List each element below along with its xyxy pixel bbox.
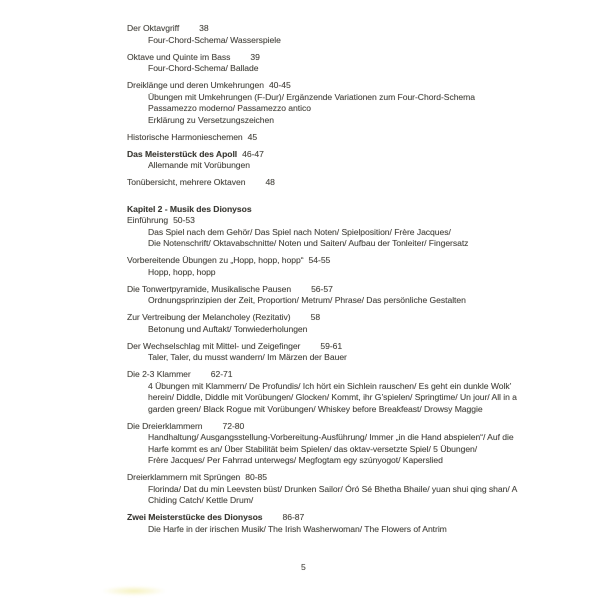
toc-sub-line: herein/ Diddle, Diddle mit Vorübungen/ Glocken/ Kommt, ihr G’spielen/ Springtime/ Un jour/ All in a bbox=[148, 392, 517, 402]
toc-entry bbox=[127, 472, 547, 507]
toc-entry-title: Dreiklänge und deren Umkehrungen bbox=[127, 80, 264, 90]
toc-entry-line bbox=[127, 23, 547, 35]
toc-entry-title: Die Tonwertpyramide, Musikalische Pausen bbox=[127, 283, 292, 294]
toc-entry bbox=[127, 23, 547, 46]
toc-sub-line: Die Notenschrift/ Oktavabschnitte/ Noten und Saiten/ Aufbau der Tonleiter/ Fingersatz bbox=[148, 238, 469, 248]
toc-entry-pages: 72-80 bbox=[222, 420, 245, 431]
toc-entry-line bbox=[127, 421, 547, 433]
toc-entry bbox=[127, 421, 547, 467]
toc-sub-line: Erklärung zu Versetzungszeichen bbox=[148, 114, 274, 125]
toc-sub-line: Übungen mit Umkehrungen (F-Dur)/ Ergänzende Variationen zum Four-Chord-Schema bbox=[148, 91, 475, 102]
toc-entry-title: Die 2-3 Klammer bbox=[127, 369, 191, 379]
toc-entry bbox=[127, 149, 547, 172]
toc-entry-line bbox=[127, 341, 547, 353]
toc-sub-line: Florinda/ Dat du min Leevsten büst/ Drunken Sailor/ Óró Sé Bhetha Bhaile/ yuan shui qing shan/ A bbox=[148, 483, 518, 494]
toc-entry-title: Oktave und Quinte im Bass bbox=[127, 51, 231, 62]
toc-entry bbox=[127, 132, 547, 144]
toc-entry-line bbox=[127, 369, 547, 381]
table-of-contents bbox=[127, 23, 547, 541]
toc-entry-line bbox=[127, 52, 547, 64]
toc-entry-pages: 86-87 bbox=[282, 512, 305, 522]
toc-sub-line: garden green/ Black Rogue mit Vorübungen/ Whiskey before Breakfeast/ Drowsy Maggie bbox=[148, 403, 483, 414]
toc-entry-title: Der Wechselschlag mit Mittel- und Zeigefinger bbox=[127, 340, 301, 351]
toc-entry bbox=[127, 52, 547, 75]
toc-entry-pages: 59-61 bbox=[320, 340, 343, 351]
toc-entry bbox=[127, 312, 547, 335]
toc-entry-line bbox=[127, 512, 547, 524]
toc-entry bbox=[127, 255, 547, 278]
toc-entry-line bbox=[127, 284, 547, 296]
toc-entry-title: Zur Vertreibung der Melancholey (Rezitativ) bbox=[127, 312, 291, 322]
highlight-smudge bbox=[102, 586, 166, 596]
toc-sub-line: Handhaltung/ Ausgangsstellung-Vorbereitung-Ausführung/ Immer „in die Hand abspielen“/ Auf die bbox=[148, 432, 514, 442]
toc-entry-line bbox=[127, 132, 547, 144]
toc-sub-line: Four-Chord-Schema/ Ballade bbox=[148, 63, 259, 73]
toc-sub-line: Betonung und Auftakt/ Tonwiederholungen bbox=[148, 323, 308, 334]
toc-entry-pages: 80-85 bbox=[245, 472, 268, 482]
toc-entry-title: Historische Harmonieschemen bbox=[127, 131, 243, 142]
toc-entry-pages: 58 bbox=[310, 312, 321, 322]
toc-entry bbox=[127, 512, 547, 535]
toc-entry-pages: 54-55 bbox=[308, 255, 331, 265]
toc-entry bbox=[127, 80, 547, 126]
toc-sub-line: Hopp, hopp, hopp bbox=[148, 266, 216, 277]
toc-entry-title: Das Meisterstück des Apoll bbox=[127, 148, 238, 159]
toc-entry-pages: 48 bbox=[265, 177, 275, 187]
toc-entry-pages: 45 bbox=[247, 131, 258, 142]
toc-entry bbox=[127, 204, 547, 250]
toc-sub-line: Four-Chord-Schema/ Wasserspiele bbox=[148, 34, 281, 45]
toc-entry-title: Zwei Meisterstücke des Dionysos bbox=[127, 512, 263, 522]
toc-entry-line bbox=[127, 215, 547, 227]
toc-sub-line: Taler, Taler, du musst wandern/ Im Märzen der Bauer bbox=[148, 352, 347, 362]
toc-entry-pages: 39 bbox=[250, 51, 260, 62]
toc-entry-title: Einführung bbox=[127, 215, 169, 225]
toc-entry-pages: 62-71 bbox=[210, 369, 233, 379]
toc-entry-title: Der Oktavgriff bbox=[127, 23, 180, 33]
toc-sub-line: Frère Jacques/ Per Fahrrad unterwegs/ Megfogtam egy szúnyogot/ Kaperslied bbox=[148, 455, 443, 465]
toc-entry-title: Vorbereitende Übungen zu „Hopp, hopp, hopp“ bbox=[127, 255, 304, 265]
toc-entry bbox=[127, 177, 547, 189]
toc-entry-line bbox=[127, 312, 547, 324]
toc-sub-line: Chiding Catch/ Kettle Drum/ bbox=[148, 495, 254, 505]
toc-sub-line: 4 Übungen mit Klammern/ De Profundis/ Ich hört ein Sichlein rauschen/ Es geht ein dunkle Wolk’ bbox=[148, 380, 512, 391]
toc-entry-title: Die Dreierklammern bbox=[127, 420, 203, 431]
toc-sub-line: Harfe kommt es an/ Über Stabilität beim Spielen/ das oktav-versetzte Spiel/ 5 Übungen/ bbox=[148, 443, 478, 454]
toc-entry-line bbox=[127, 80, 547, 92]
toc-entry-title: Dreierklammern mit Sprüngen bbox=[127, 472, 241, 482]
toc-entry-pages: 50-53 bbox=[173, 215, 195, 225]
toc-entry-title: Tonübersicht, mehrere Oktaven bbox=[127, 177, 246, 187]
toc-entry-pages: 40-45 bbox=[268, 80, 291, 90]
page-number: 5 bbox=[301, 562, 306, 572]
toc-entry-line bbox=[127, 472, 547, 484]
toc-sub-line: Das Spiel nach dem Gehör/ Das Spiel nach Noten/ Spielposition/ Frère Jacques/ bbox=[148, 226, 451, 237]
toc-entry-pages: 56-57 bbox=[311, 283, 333, 294]
toc-entry bbox=[127, 284, 547, 307]
toc-sub-line: Ordnungsprinzipien der Zeit, Proportion/ Metrum/ Phrase/ Das persönliche Gestalten bbox=[148, 295, 466, 305]
toc-entry-line bbox=[127, 177, 547, 189]
chapter-heading: Kapitel 2 - Musik des Dionysos bbox=[127, 203, 252, 214]
toc-entry-line bbox=[127, 149, 547, 161]
toc-entry-line bbox=[127, 255, 547, 267]
toc-entry bbox=[127, 341, 547, 364]
toc-sub-line: Passamezzo moderno/ Passamezzo antico bbox=[148, 103, 311, 113]
toc-sub-line: Allemande mit Vorübungen bbox=[148, 160, 250, 170]
toc-entry-pages: 46-47 bbox=[242, 148, 264, 159]
toc-sub-line: Die Harfe in der irischen Musik/ The Irish Washerwoman/ The Flowers of Antrim bbox=[148, 523, 447, 534]
toc-entry bbox=[127, 369, 547, 415]
toc-entry-pages: 38 bbox=[199, 23, 209, 33]
